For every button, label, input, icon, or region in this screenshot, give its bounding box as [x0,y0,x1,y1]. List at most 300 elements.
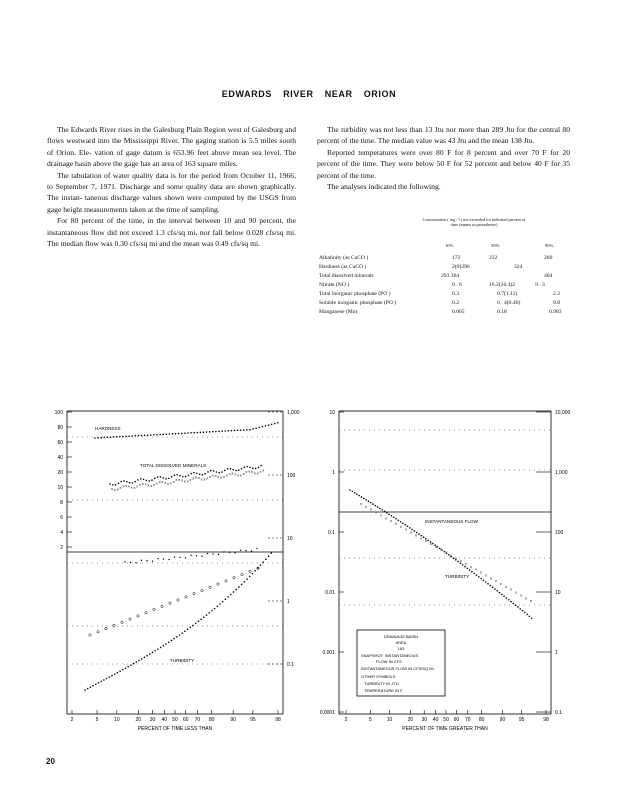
y-tick-label: 10 [57,485,63,491]
flow-x-mark: x [405,526,407,532]
temperature-point [161,605,163,607]
minerals-x-mark: x [111,486,113,491]
minerals-x-mark: x [189,477,192,483]
mid-left-point [163,558,164,559]
x-tick-label: 95 [250,717,256,723]
table-header-50: 50% [491,243,500,248]
hardness-point [274,423,276,425]
right-tick-label: 10 [287,536,293,542]
hardness-point [240,429,242,431]
minerals-point [182,476,184,478]
minerals-x-mark: x [130,484,133,490]
lower-left-point [254,570,256,572]
flow-x-mark: x [515,589,517,595]
temperature-point [153,608,155,610]
hardness-point [128,435,130,437]
minerals-point [148,480,150,482]
minerals-x-mark: x [169,480,172,486]
right-tick-label: 1 [555,650,558,656]
minerals-x-mark: x [181,477,183,483]
flow-x-mark: x [530,598,532,604]
flow-point [515,604,517,606]
flow-point [432,543,434,545]
hardness-point [141,435,143,437]
minerals-point [109,483,111,485]
lower-left-point [168,641,170,643]
flow-point [508,599,510,601]
page-number: 20 [46,757,55,766]
minerals-point [112,484,114,486]
row-value-90: 9 . 3 [535,282,545,288]
minerals-point [232,469,234,471]
flow-point [395,518,397,520]
minerals-point [252,468,254,470]
minerals-point [115,484,117,486]
flow-x-mark: x [385,515,387,521]
flow-point [370,502,372,504]
legend-line: INSTANTANEOUS FLOW IN CFS/SQ MI [361,666,434,671]
minerals-point [174,474,176,476]
left-graph-x-ticks [71,717,281,723]
minerals-point [179,475,181,477]
right-tick-label: 1,000 [287,410,300,416]
minerals-x-mark: x [242,470,245,476]
hardness-point [218,431,220,433]
row-value-50: 232 [489,255,498,261]
mid-left-point [234,552,235,553]
lower-left-point [200,618,202,620]
flow-x-mark: x [435,543,437,549]
hardness-point [234,430,236,432]
mid-left-point [212,553,213,554]
legend-line: 163 [397,646,405,651]
hardness-point [144,435,146,437]
mid-left-point [229,552,230,553]
flow-point [501,594,503,596]
minerals-x-mark: x [256,470,259,476]
minerals-point [143,478,145,480]
lower-left-point [184,630,186,632]
lower-left-point [268,555,270,557]
minerals-x-mark: x [197,475,200,481]
mid-left-point [223,551,224,552]
minerals-x-mark: x [211,472,214,478]
minerals-point [246,466,248,468]
minerals-point [160,476,162,478]
minerals-x-mark: x [144,481,147,487]
minerals-x-mark: x [153,482,155,488]
right-tick-label: 0.1 [555,710,562,716]
label-lower-right: TURBIDITY [445,574,470,579]
flow-x-mark: x [490,575,492,581]
minerals-point [196,472,198,474]
flow-x-mark: x [400,523,402,529]
row-value-10: 2(0)296 [452,264,470,270]
flow-x-mark: x [480,569,482,575]
hardness-point [224,430,226,432]
minerals-x-mark: x [220,474,223,480]
mid-left-point [190,555,191,556]
minerals-x-mark: x [133,484,136,490]
minerals-point [260,465,262,467]
minerals-point [171,476,173,478]
x-tick-label: 50 [443,717,449,723]
minerals-x-mark: x [259,469,262,475]
row-value-90: 404 [544,273,553,279]
hardness-point [237,430,239,432]
y-tick-label: 4 [60,530,63,536]
temperature-point [193,592,195,594]
row-value-90: 260 [544,255,553,261]
lower-left-point [227,596,229,598]
minerals-point [162,477,164,479]
minerals-x-mark: x [113,486,116,492]
lower-left-point [271,552,273,554]
lower-left-point [125,667,127,669]
paragraph-turbidity: The turbidity was not less than 13 Jtu nor more than 289 Jtu for the central 80 percent of the time. The median value was 43 Jtu and the mean 138 Jtu. [317,125,570,146]
flow-point [404,524,406,526]
hardness-point [166,433,168,435]
flow-x-mark: x [360,501,362,506]
minerals-point [137,479,139,481]
flow-point [365,499,367,501]
lower-left-point [157,648,159,650]
minerals-point [185,476,187,478]
x-tick-label: 90 [230,717,236,723]
hardness-point [221,430,223,432]
lower-left-point [265,558,267,560]
temperature-point [217,583,219,585]
paragraph-tabulation: The tabulation of water quality data is for the period from October 11, 1966, to September 7, 1971. Discharge and some quality data are shown graphically. The instan- taneous discharge values shown were computed by the USGS from gage height measurements taken at the time of sampling. [47,170,296,214]
minerals-x-mark: x [206,475,209,481]
minerals-x-mark: x [228,470,231,476]
flow-x-mark: x [470,563,472,569]
right-tick-label: 10 [555,590,561,596]
hardness-point [243,429,245,431]
hardness-point [231,430,233,432]
temperature-point [225,580,227,582]
minerals-point [244,466,246,468]
flow-x-mark: x [370,506,372,512]
hardness-point [255,427,257,429]
flow-x-mark: x [390,518,392,524]
flow-x-mark: x [475,566,477,572]
flow-point [464,566,466,568]
minerals-x-mark: x [192,475,195,481]
hardness-point [159,434,161,436]
y-tick-label: 2 [60,545,63,551]
lower-left-point [206,614,208,616]
flow-point [386,512,388,514]
lower-left-point [230,594,232,596]
temperature-point [89,634,91,636]
right-graph [320,410,571,732]
x-tick-label: 10 [114,717,120,723]
minerals-point [157,476,159,478]
lower-left-point [222,601,224,603]
temperature-point [129,618,131,620]
page-title: EDWARDS RIVER NEAR ORION [221,89,397,99]
flow-point [393,516,395,518]
lower-left-point [149,653,151,655]
left-graph-right-ticks [287,410,300,668]
lower-left-point [130,664,132,666]
mid-left-point [130,562,131,563]
lower-left-point [114,673,116,675]
hardness-point [169,433,171,435]
temperature-point [233,577,235,579]
row-name: Hardness (as CaCO ) [319,264,367,270]
minerals-x-mark: x [136,483,139,489]
minerals-x-mark: x [150,482,153,488]
minerals-point [218,472,220,474]
minerals-x-mark: x [119,485,122,491]
mid-left-point [152,561,153,562]
table-row [319,273,571,281]
temperature-point [121,621,123,623]
lower-left-point [136,661,138,663]
hardness-point [110,436,112,438]
left-tick-label: 0.1 [328,530,335,536]
flow-x-mark: x [410,529,412,535]
lower-left-point [190,627,192,629]
flow-point [513,603,515,605]
minerals-x-mark: x [231,470,234,476]
lower-left-point [217,605,219,607]
lower-left-point [144,657,146,659]
flow-point [469,569,471,571]
minerals-x-mark: x [186,478,189,484]
hardness-point [197,432,199,434]
hardness-point [94,437,96,439]
hardness-point [187,432,189,434]
minerals-point [216,471,218,473]
minerals-point [199,474,201,476]
table-row [319,255,571,263]
minerals-point [154,478,156,480]
temperature-point [105,627,107,629]
minerals-point [238,469,240,471]
flow-point [531,617,533,619]
x-tick-label: 30 [421,717,428,723]
row-value-10: 172 [452,255,461,261]
lower-left-point [163,645,165,647]
x-tick-label: 80 [478,717,485,723]
flow-point [519,608,521,610]
table-header-10: 10% [445,243,454,248]
flow-x-mark: x [485,572,487,578]
x-tick-label: 20 [135,717,142,723]
lower-left-point [165,643,167,645]
table-row [319,291,571,299]
minerals-point [129,482,131,484]
mid-left-point [168,559,169,560]
lower-left-point [122,669,124,671]
minerals-x-mark: x [122,483,125,489]
row-value-90: 0.8 [553,300,560,306]
x-tick-label: 2 [344,717,348,723]
temperature-point [185,596,187,598]
mid-left-point [240,550,241,551]
row-value-10: 0 . 6 [452,282,462,288]
flow-point [368,500,370,502]
lower-left-point [127,666,129,668]
legend-line: FLOW IN CFS [376,659,402,664]
minerals-point [146,480,148,482]
flow-point [467,567,469,569]
minerals-point [126,481,128,483]
lower-left-point [252,573,254,575]
minerals-point [151,479,153,481]
lower-left-point [154,650,156,652]
flow-x-mark: x [420,535,422,541]
lower-left-point [233,591,235,593]
lower-left-point [260,564,262,566]
right-tick-label: 1 [287,599,290,605]
flow-point [388,513,390,515]
flow-point [517,606,519,608]
lower-left-point [195,623,197,625]
flow-point [363,498,365,500]
row-value-10: 0.065 [452,309,465,315]
hardness-point [113,436,115,438]
minerals-point [241,468,243,470]
y-tick-label: 80 [57,425,63,431]
flow-point [485,581,487,583]
row-value-10: 293 364 [441,273,460,279]
minerals-point [123,480,125,482]
x-tick-label: 5 [368,717,372,723]
lower-left-point [208,612,210,614]
hardness-point [215,431,217,433]
minerals-x-mark: x [239,472,242,478]
flow-point [352,491,354,493]
row-value-50: 0 . 4(0.46) [497,300,521,306]
flow-point [483,579,485,581]
x-tick-label: 70 [464,717,471,723]
label-dissolved-minerals: TOTAL DISSOLVED MINERALS [140,463,207,468]
lower-left-point [219,603,221,605]
mid-left-point [256,548,257,549]
minerals-x-mark: x [147,482,150,488]
minerals-x-mark: x [234,471,237,477]
mid-left-point [251,550,252,551]
minerals-x-mark: x [251,469,253,475]
minerals-x-mark: x [262,467,265,473]
flow-point [391,515,393,517]
minerals-x-mark: x [127,483,130,489]
y-tick-label: 100 [54,410,63,416]
table-header-90: 90% [545,243,554,248]
minerals-x-mark: x [200,476,203,482]
hardness-point [249,429,251,431]
flow-point [379,508,381,510]
lower-left-point [171,640,173,642]
flow-x-mark: x [440,546,442,552]
minerals-point [202,474,204,476]
right-tick-label: 0.1 [287,662,294,668]
lower-left-point [173,638,175,640]
left-graph-frame [67,411,283,714]
lower-left-point [241,584,243,586]
flow-point [384,511,386,513]
left-graph [55,410,300,732]
flow-point [499,592,501,594]
x-tick-label: 40 [432,717,439,723]
flow-x-mark: x [450,552,452,558]
flow-point [354,492,356,494]
hardness-point [206,431,208,433]
row-name: Soluble inorganic phosphate (PO ) [319,300,397,306]
paragraph-river-description: The Edwards River rises in the Galesburg Plain Region west of Galesburg and flows westward into the Mississippi River. The gaging station is 5.5 miles south of Orion. Ele- vation of gage datum is 653.96 feet above mean sea level. The drainage basin above the gage has an area of 163 square miles. [47,125,296,169]
legend-line: SNAPSHOT: INSTANTANEOUS [361,653,419,658]
mid-left-point [141,560,142,561]
lower-left-point [246,578,248,580]
row-name: Total inorganic phosphate (PO ) [319,291,391,297]
hardness-point [122,436,124,438]
minerals-x-mark: x [158,478,161,484]
flow-point [398,519,400,521]
minerals-point [213,470,215,472]
row-value-10: 0.2 [452,300,459,306]
hardness-point [259,427,261,429]
lower-left-point [244,581,246,583]
minerals-x-mark: x [209,473,211,479]
flow-point [349,489,351,491]
minerals-x-mark: x [139,481,141,487]
minerals-x-mark: x [161,478,164,484]
flow-point [496,590,498,592]
minerals-point [207,471,209,473]
paragraph-flow-statistics: For 80 percent of the time, in the interval between 10 and 90 percent, the instantaneous flow did not exceed 1.3 cfs/sq mi, nor fall below 0.028 cfs/sq mi. The median flow was 0.30 cfs/sq mi and the mean was 0.49 cfs/sq mi. [47,216,296,249]
hardness-point [228,430,230,432]
lower-left-point [225,599,227,601]
flow-point [409,527,411,529]
y-tick-label: 8 [60,500,63,506]
lower-left-point [211,610,213,612]
y-tick-label: 40 [57,455,63,461]
legend-line: AREA [395,640,407,645]
hardness-point [212,431,214,433]
lower-left-point [119,670,121,672]
hardness-point [193,432,195,434]
lower-left-point [138,660,140,662]
mid-left-point [201,555,202,556]
temperature-point [201,589,203,591]
temperature-point [145,612,147,614]
minerals-point [227,468,229,470]
mid-left-point [179,557,180,558]
row-value-50: 0.7(1.11) [497,291,518,297]
row-value-50: 0.18 [497,309,507,315]
hardness-point [271,424,273,426]
table-caption: Concentration ( mg / l ) not exceeded for indicated percent of time (means in parentheses) [422,217,526,227]
flow-x-mark: x [415,532,417,538]
temperature-point [97,631,99,633]
row-value-90: 0.983 [549,309,562,315]
left-graph-gridlines [67,412,283,714]
left-tick-label: 0.01 [325,590,335,596]
lower-left-point [106,678,108,680]
hardness-point [135,435,137,437]
hardness-point [138,435,140,437]
temperature-point [137,615,139,617]
minerals-x-mark: x [203,476,206,482]
mid-left-point [185,557,186,558]
minerals-point [249,466,251,468]
flow-point [494,588,496,590]
minerals-point [255,468,257,470]
